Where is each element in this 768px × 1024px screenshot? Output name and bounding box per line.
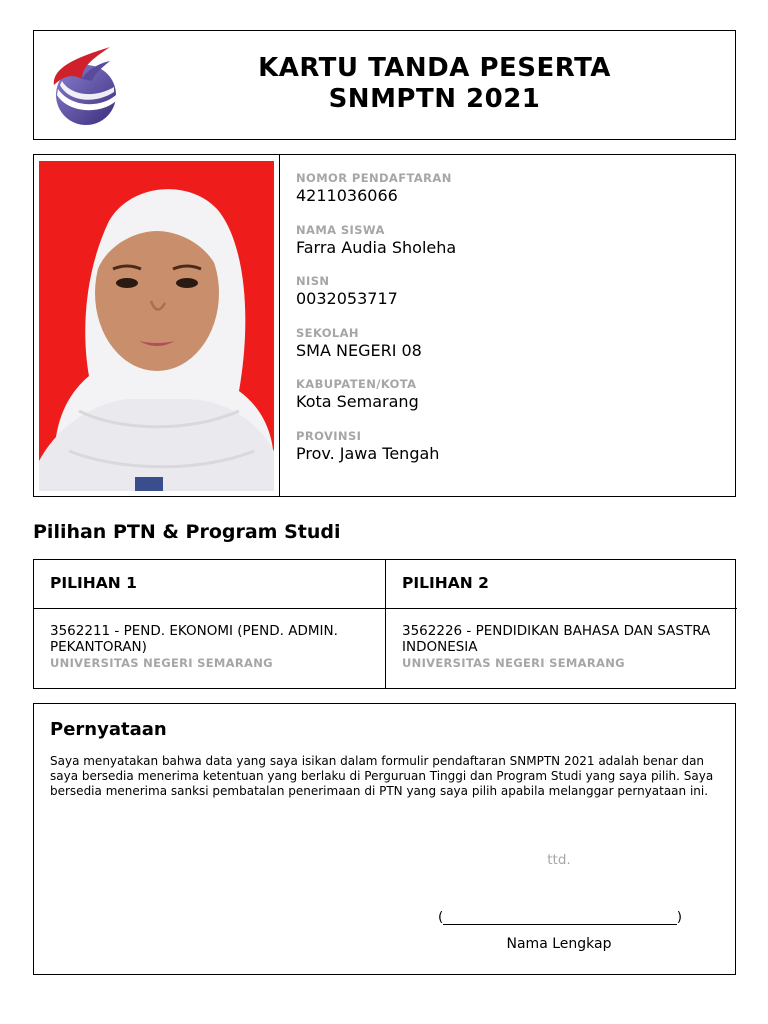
field-label: NISN: [296, 274, 330, 289]
field-value: Prov. Jawa Tengah: [296, 443, 440, 463]
field-nomor-pendaftaran: [296, 171, 725, 223]
field-nama-siswa: [296, 223, 725, 275]
choice-program: 3562211 - PEND. EKONOMI (PEND. ADMIN. PEKANTORAN): [50, 623, 338, 655]
statement-text: Saya menyatakan bahwa data yang saya isikan dalam formulir pendaftaran SNMPTN 2021 adalah benar dan saya bersedia menerima ketentuan yang berlaku di Perguruan Tinggi dan Program Studi yang saya pilih. Saya bersedia menerima sanksi pembatalan penerimaan di PTN yang saya pilih apabila melanggar pernyataan ini.: [50, 754, 714, 798]
field-value: Kota Semarang: [296, 392, 419, 412]
choice-university: UNIVERSITAS NEGERI SEMARANG: [50, 656, 273, 670]
field-label: NOMOR PENDAFTARAN: [296, 171, 452, 185]
signature-ttd: ttd.: [547, 852, 571, 868]
field-kabupaten-kota: [296, 377, 725, 429]
signature-underline: [443, 924, 677, 925]
choice-column-2: [385, 560, 737, 688]
card-header: [33, 30, 736, 140]
participant-profile: [33, 154, 736, 497]
field-nisn: [296, 274, 725, 326]
signature-label: Nama Lengkap: [506, 936, 612, 952]
paren-close: ): [676, 909, 682, 925]
field-label: PROVINSI: [296, 428, 362, 443]
choices-section-title: Pilihan PTN & Program Studi: [33, 521, 341, 543]
participant-photo: [39, 161, 274, 491]
statement-box: [33, 703, 736, 975]
title-line-1: KARTU TANDA PESERTA: [258, 53, 611, 83]
profile-fields: [296, 171, 725, 481]
title-line-2: SNMPTN 2021: [328, 84, 541, 114]
choice-body: [386, 609, 737, 670]
field-value: 0032053717: [296, 289, 398, 309]
ltmpt-logo: [48, 45, 124, 125]
choice-program: 3562226 - PENDIDIKAN BAHASA DAN SASTRA INDONESIA: [402, 623, 711, 655]
field-label: NAMA SISWA: [296, 222, 385, 237]
field-value: 4211036066: [296, 186, 398, 205]
field-label: SEKOLAH: [296, 325, 359, 340]
statement-title: Pernyataan: [50, 719, 167, 740]
profile-divider: [279, 155, 280, 496]
choice-header: PILIHAN 2: [386, 560, 737, 609]
choice-column-1: [34, 560, 385, 688]
card-title: [174, 53, 695, 115]
field-provinsi: [296, 429, 725, 481]
paren-open: (: [438, 909, 444, 925]
choice-header: PILIHAN 1: [34, 560, 385, 609]
choice-university: UNIVERSITAS NEGERI SEMARANG: [402, 656, 625, 670]
choices-table: [33, 559, 736, 689]
field-value: Farra Audia Sholeha: [296, 237, 457, 257]
field-sekolah: [296, 326, 725, 378]
field-label: KABUPATEN/KOTA: [296, 377, 417, 392]
choice-body: [34, 609, 385, 670]
field-value: SMA NEGERI 08: [296, 340, 422, 360]
